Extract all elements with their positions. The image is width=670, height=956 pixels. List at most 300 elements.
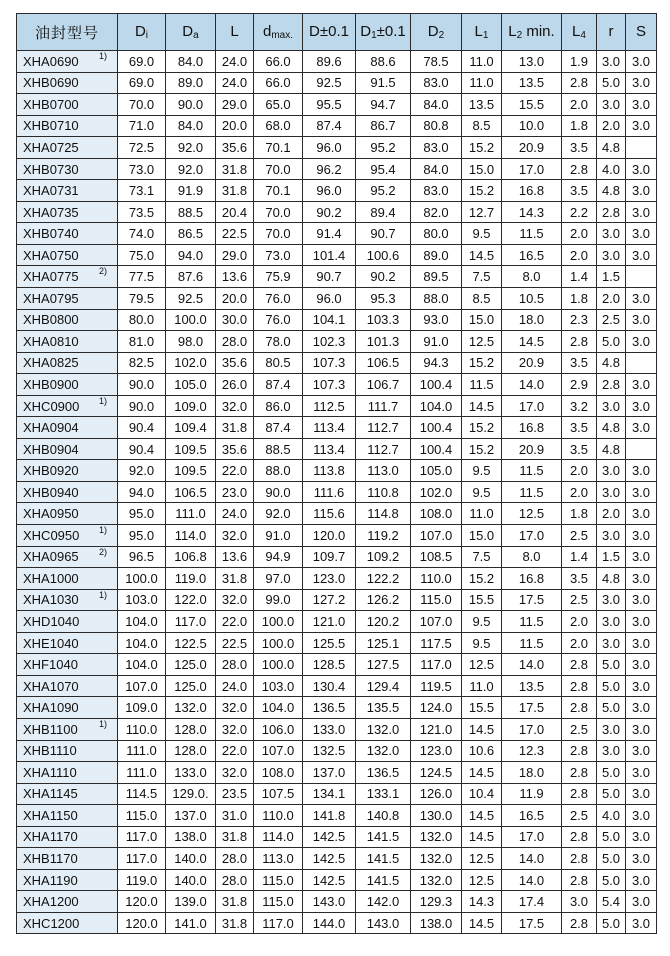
model-cell: [17, 589, 118, 611]
value-cell: 35.6: [216, 137, 254, 159]
model-code: XHA0810: [23, 333, 79, 349]
value-cell: 123.0: [411, 740, 462, 762]
model-cell: [17, 912, 118, 934]
value-cell: 32.0: [216, 589, 254, 611]
value-cell: 77.5: [118, 266, 166, 288]
value-cell: 10.5: [502, 288, 562, 310]
model-cell: [17, 115, 118, 137]
value-cell: 109.0: [118, 697, 166, 719]
value-cell: 143.0: [303, 891, 356, 913]
value-cell: 104.0: [411, 395, 462, 417]
value-cell: 3.0: [626, 309, 657, 331]
model-cell: [17, 632, 118, 654]
header-col: [216, 14, 254, 51]
value-cell: 132.0: [166, 697, 216, 719]
value-cell: 31.8: [216, 180, 254, 202]
table-row: [17, 223, 657, 245]
header-col: [562, 14, 597, 51]
value-cell: 136.5: [303, 697, 356, 719]
table-row: [17, 331, 657, 353]
value-cell: 3.0: [626, 223, 657, 245]
value-cell: 29.0: [216, 94, 254, 116]
value-cell: 17.0: [502, 718, 562, 740]
value-cell: 24.0: [216, 51, 254, 73]
value-cell: 90.0: [166, 94, 216, 116]
value-cell: 92.5: [166, 288, 216, 310]
table-row: [17, 568, 657, 590]
value-cell: 9.5: [462, 460, 502, 482]
value-cell: 100.0: [254, 611, 303, 633]
value-cell: 117.5: [411, 632, 462, 654]
value-cell: 22.5: [216, 632, 254, 654]
value-cell: 2.8: [562, 826, 597, 848]
value-cell: 11.5: [502, 460, 562, 482]
header-col-subscript: a: [193, 30, 199, 41]
value-cell: 3.0: [597, 460, 626, 482]
value-cell: 84.0: [166, 115, 216, 137]
model-code: XHB0940: [23, 484, 79, 500]
model-code: XHB0710: [23, 118, 79, 134]
value-cell: 73.0: [254, 244, 303, 266]
value-cell: 141.8: [303, 805, 356, 827]
table-row: [17, 72, 657, 94]
spec-table-container: [16, 13, 656, 934]
value-cell: 94.0: [118, 481, 166, 503]
value-cell: 10.0: [502, 115, 562, 137]
value-cell: 65.0: [254, 94, 303, 116]
value-cell: 3.0: [626, 158, 657, 180]
value-cell: 95.0: [118, 525, 166, 547]
value-cell: 70.1: [254, 137, 303, 159]
value-cell: 132.0: [411, 848, 462, 870]
value-cell: 32.0: [216, 395, 254, 417]
value-cell: 15.2: [462, 352, 502, 374]
value-cell: 24.0: [216, 72, 254, 94]
value-cell: 115.0: [411, 589, 462, 611]
model-cell: [17, 826, 118, 848]
value-cell: 140.0: [166, 848, 216, 870]
value-cell: 3.0: [626, 697, 657, 719]
value-cell: 129.4: [356, 675, 411, 697]
value-cell: 12.7: [462, 201, 502, 223]
model-code: XHF1040: [23, 657, 78, 673]
model-cell: [17, 675, 118, 697]
model-code: XHC0900: [23, 398, 80, 414]
header-col-suffix: min.: [522, 23, 555, 40]
value-cell: 4.8: [597, 137, 626, 159]
value-cell: 12.5: [502, 503, 562, 525]
model-cell: [17, 654, 118, 676]
value-cell: 2.0: [562, 632, 597, 654]
value-cell: 98.0: [166, 331, 216, 353]
value-cell: 120.0: [118, 912, 166, 934]
value-cell: 2.0: [562, 94, 597, 116]
table-row: [17, 589, 657, 611]
value-cell: 144.0: [303, 912, 356, 934]
value-cell: 3.2: [562, 395, 597, 417]
value-cell: 112.7: [356, 438, 411, 460]
value-cell: 87.4: [254, 374, 303, 396]
value-cell: 70.0: [118, 94, 166, 116]
value-cell: 128.0: [166, 740, 216, 762]
model-code: XHA0725: [23, 139, 79, 155]
header-row: [17, 14, 657, 51]
model-cell: [17, 374, 118, 396]
value-cell: 9.5: [462, 481, 502, 503]
value-cell: 84.0: [411, 94, 462, 116]
value-cell: 95.5: [303, 94, 356, 116]
value-cell: 70.1: [254, 180, 303, 202]
table-row: [17, 503, 657, 525]
value-cell: 88.5: [254, 438, 303, 460]
value-cell: 90.0: [118, 395, 166, 417]
table-row: [17, 115, 657, 137]
footnote-marker: 1): [98, 718, 107, 729]
table-row: [17, 438, 657, 460]
value-cell: 134.1: [303, 783, 356, 805]
model-cell: [17, 309, 118, 331]
value-cell: 3.0: [626, 718, 657, 740]
value-cell: 124.5: [411, 762, 462, 784]
value-cell: 3.0: [597, 481, 626, 503]
table-row: [17, 848, 657, 870]
model-cell: [17, 158, 118, 180]
model-code: XHA0735: [23, 204, 79, 220]
value-cell: 24.0: [216, 503, 254, 525]
value-cell: 2.8: [562, 740, 597, 762]
value-cell: 91.0: [411, 331, 462, 353]
value-cell: 108.0: [411, 503, 462, 525]
value-cell: 74.0: [118, 223, 166, 245]
value-cell: 15.2: [462, 417, 502, 439]
value-cell: 31.8: [216, 891, 254, 913]
value-cell: 90.0: [118, 374, 166, 396]
value-cell: 2.9: [562, 374, 597, 396]
value-cell: 15.5: [502, 94, 562, 116]
value-cell: 114.8: [356, 503, 411, 525]
value-cell: 14.0: [502, 848, 562, 870]
value-cell: 3.0: [626, 589, 657, 611]
value-cell: 23.0: [216, 481, 254, 503]
value-cell: 100.0: [254, 632, 303, 654]
header-col-subscript: 1: [371, 30, 377, 41]
value-cell: 31.8: [216, 568, 254, 590]
value-cell: 122.0: [166, 589, 216, 611]
value-cell: 89.6: [303, 51, 356, 73]
model-code: XHA0965: [23, 549, 79, 565]
header-col-symbol: d: [262, 23, 272, 40]
value-cell: 14.0: [502, 374, 562, 396]
value-cell: 104.0: [118, 611, 166, 633]
value-cell: 110.0: [411, 568, 462, 590]
footnote-marker: 1): [98, 51, 107, 61]
value-cell: 8.5: [462, 288, 502, 310]
value-cell: 84.0: [411, 158, 462, 180]
model-code: XHA0904: [23, 420, 79, 436]
table-row: [17, 783, 657, 805]
value-cell: 3.0: [626, 783, 657, 805]
value-cell: 11.5: [462, 374, 502, 396]
value-cell: 109.5: [166, 438, 216, 460]
value-cell: 20.0: [216, 288, 254, 310]
value-cell: 2.8: [562, 158, 597, 180]
value-cell: 138.0: [411, 912, 462, 934]
value-cell: 13.0: [502, 51, 562, 73]
value-cell: 1.4: [562, 266, 597, 288]
value-cell: 132.0: [356, 718, 411, 740]
model-code: XHB0900: [23, 376, 79, 392]
value-cell: 109.4: [166, 417, 216, 439]
value-cell: 1.4: [562, 546, 597, 568]
value-cell: 100.4: [411, 438, 462, 460]
value-cell: 117.0: [118, 848, 166, 870]
value-cell: 124.0: [411, 697, 462, 719]
model-cell: [17, 718, 118, 740]
header-col-suffix: ±0.1: [319, 23, 349, 40]
value-cell: 70.0: [254, 158, 303, 180]
value-cell: 80.5: [254, 352, 303, 374]
value-cell: 104.0: [254, 697, 303, 719]
value-cell: 109.7: [303, 546, 356, 568]
value-cell: 128.0: [166, 718, 216, 740]
value-cell: 141.5: [356, 826, 411, 848]
value-cell: 82.5: [118, 352, 166, 374]
value-cell: 31.8: [216, 158, 254, 180]
value-cell: 11.5: [502, 611, 562, 633]
value-cell: 20.9: [502, 137, 562, 159]
value-cell: 3.0: [626, 201, 657, 223]
value-cell: 90.4: [118, 417, 166, 439]
value-cell: 3.0: [626, 891, 657, 913]
value-cell: 126.0: [411, 783, 462, 805]
value-cell: 90.2: [303, 201, 356, 223]
value-cell: 13.5: [502, 675, 562, 697]
value-cell: 13.6: [216, 266, 254, 288]
value-cell: 16.5: [502, 244, 562, 266]
table-row: [17, 740, 657, 762]
value-cell: 113.0: [356, 460, 411, 482]
value-cell: 75.0: [118, 244, 166, 266]
table-row: [17, 632, 657, 654]
model-cell: [17, 180, 118, 202]
value-cell: 3.0: [626, 417, 657, 439]
value-cell: 123.0: [303, 568, 356, 590]
value-cell: 142.5: [303, 826, 356, 848]
value-cell: 96.5: [118, 546, 166, 568]
value-cell: 96.2: [303, 158, 356, 180]
value-cell: 130.0: [411, 805, 462, 827]
model-cell: [17, 352, 118, 374]
table-row: [17, 158, 657, 180]
value-cell: 119.0: [166, 568, 216, 590]
model-code: XHA1200: [23, 894, 79, 910]
value-cell: 32.0: [216, 697, 254, 719]
value-cell: 69.0: [118, 72, 166, 94]
table-row: [17, 675, 657, 697]
value-cell: 70.0: [254, 201, 303, 223]
value-cell: 14.5: [462, 805, 502, 827]
value-cell: 126.2: [356, 589, 411, 611]
value-cell: 86.7: [356, 115, 411, 137]
value-cell: 141.5: [356, 848, 411, 870]
value-cell: 139.0: [166, 891, 216, 913]
model-code: XHB0690: [23, 75, 79, 91]
value-cell: 100.0: [118, 568, 166, 590]
table-row: [17, 201, 657, 223]
model-cell: [17, 805, 118, 827]
value-cell: 114.5: [118, 783, 166, 805]
value-cell: 8.5: [462, 115, 502, 137]
value-cell: 125.5: [303, 632, 356, 654]
value-cell: 112.7: [356, 417, 411, 439]
value-cell: 18.0: [502, 762, 562, 784]
value-cell: 105.0: [166, 374, 216, 396]
value-cell: 2.8: [562, 675, 597, 697]
value-cell: 129.3: [411, 891, 462, 913]
value-cell: 95.2: [356, 180, 411, 202]
value-cell: 100.4: [411, 374, 462, 396]
value-cell: 83.0: [411, 72, 462, 94]
value-cell: 3.0: [597, 718, 626, 740]
value-cell: 14.0: [502, 869, 562, 891]
value-cell: 2.0: [597, 288, 626, 310]
header-col-subscript: 4: [580, 30, 586, 41]
value-cell: 3.0: [562, 891, 597, 913]
value-cell: 2.0: [562, 611, 597, 633]
value-cell: 8.0: [502, 266, 562, 288]
table-row: [17, 266, 657, 288]
table-row: [17, 718, 657, 740]
value-cell: 17.0: [502, 826, 562, 848]
model-code: XHA0775: [23, 269, 79, 285]
value-cell: 17.5: [502, 589, 562, 611]
value-cell: 83.0: [411, 137, 462, 159]
value-cell: 10.6: [462, 740, 502, 762]
table-row: [17, 481, 657, 503]
value-cell: 107.0: [118, 675, 166, 697]
header-col-symbol: S: [635, 23, 646, 40]
value-cell: 142.5: [303, 869, 356, 891]
value-cell: 88.5: [166, 201, 216, 223]
value-cell: 11.0: [462, 51, 502, 73]
value-cell: 103.0: [118, 589, 166, 611]
value-cell: 9.5: [462, 632, 502, 654]
table-row: [17, 395, 657, 417]
value-cell: 97.0: [254, 568, 303, 590]
value-cell: 3.0: [626, 481, 657, 503]
value-cell: 2.5: [562, 525, 597, 547]
value-cell: 70.0: [254, 223, 303, 245]
value-cell: 83.0: [411, 180, 462, 202]
value-cell: 94.7: [356, 94, 411, 116]
value-cell: 104.0: [118, 654, 166, 676]
value-cell: 141.5: [356, 869, 411, 891]
value-cell: 3.0: [597, 611, 626, 633]
value-cell: 17.4: [502, 891, 562, 913]
value-cell: 73.1: [118, 180, 166, 202]
value-cell: 76.0: [254, 288, 303, 310]
value-cell: 107.3: [303, 374, 356, 396]
value-cell: 72.5: [118, 137, 166, 159]
model-code: XHB0800: [23, 312, 79, 328]
value-cell: 14.5: [462, 912, 502, 934]
value-cell: 108.5: [411, 546, 462, 568]
table-row: [17, 460, 657, 482]
value-cell: 3.0: [597, 395, 626, 417]
value-cell: 100.0: [166, 309, 216, 331]
value-cell: 5.0: [597, 826, 626, 848]
value-cell: 15.0: [462, 525, 502, 547]
value-cell: 121.0: [411, 718, 462, 740]
value-cell: 88.6: [356, 51, 411, 73]
value-cell: 14.0: [502, 654, 562, 676]
value-cell: 11.0: [462, 675, 502, 697]
value-cell: 14.3: [502, 201, 562, 223]
value-cell: 26.0: [216, 374, 254, 396]
model-code: XHA0690: [23, 53, 79, 69]
value-cell: 111.0: [118, 762, 166, 784]
value-cell: 1.5: [597, 266, 626, 288]
value-cell: 3.5: [562, 352, 597, 374]
header-col-symbol: D: [427, 23, 439, 40]
value-cell: 3.5: [562, 568, 597, 590]
value-cell: 32.0: [216, 762, 254, 784]
value-cell: 135.5: [356, 697, 411, 719]
value-cell: 111.0: [118, 740, 166, 762]
header-col-subscript: 2: [438, 30, 445, 41]
model-cell: [17, 848, 118, 870]
value-cell: 3.0: [597, 525, 626, 547]
value-cell: 15.5: [462, 589, 502, 611]
value-cell: 87.6: [166, 266, 216, 288]
model-code: XHA1150: [23, 807, 78, 823]
model-code: XHA1110: [23, 764, 77, 780]
header-col-symbol: L: [474, 23, 483, 40]
value-cell: 102.3: [303, 331, 356, 353]
value-cell: 105.0: [411, 460, 462, 482]
value-cell: 28.0: [216, 654, 254, 676]
value-cell: 100.6: [356, 244, 411, 266]
value-cell: 5.0: [597, 912, 626, 934]
value-cell: 102.0: [166, 352, 216, 374]
value-cell: 95.4: [356, 158, 411, 180]
value-cell: 78.0: [254, 331, 303, 353]
value-cell: 107.5: [254, 783, 303, 805]
value-cell: 115.6: [303, 503, 356, 525]
value-cell: 92.0: [118, 460, 166, 482]
value-cell: 119.0: [118, 869, 166, 891]
value-cell: 107.0: [411, 611, 462, 633]
value-cell: 140.0: [166, 869, 216, 891]
value-cell: [626, 438, 657, 460]
table-row: [17, 869, 657, 891]
value-cell: 87.4: [303, 115, 356, 137]
model-code: XHA0825: [23, 355, 79, 371]
value-cell: 2.2: [562, 201, 597, 223]
model-code: XHC1200: [23, 915, 80, 931]
value-cell: 106.8: [166, 546, 216, 568]
value-cell: 2.8: [562, 72, 597, 94]
value-cell: 142.0: [356, 891, 411, 913]
value-cell: 109.5: [166, 460, 216, 482]
model-code: XHA0950: [23, 506, 79, 522]
value-cell: 3.0: [597, 740, 626, 762]
value-cell: 2.8: [597, 374, 626, 396]
value-cell: 4.8: [597, 352, 626, 374]
value-cell: 16.8: [502, 568, 562, 590]
header-col-symbol: D: [309, 23, 320, 40]
value-cell: 24.0: [216, 675, 254, 697]
